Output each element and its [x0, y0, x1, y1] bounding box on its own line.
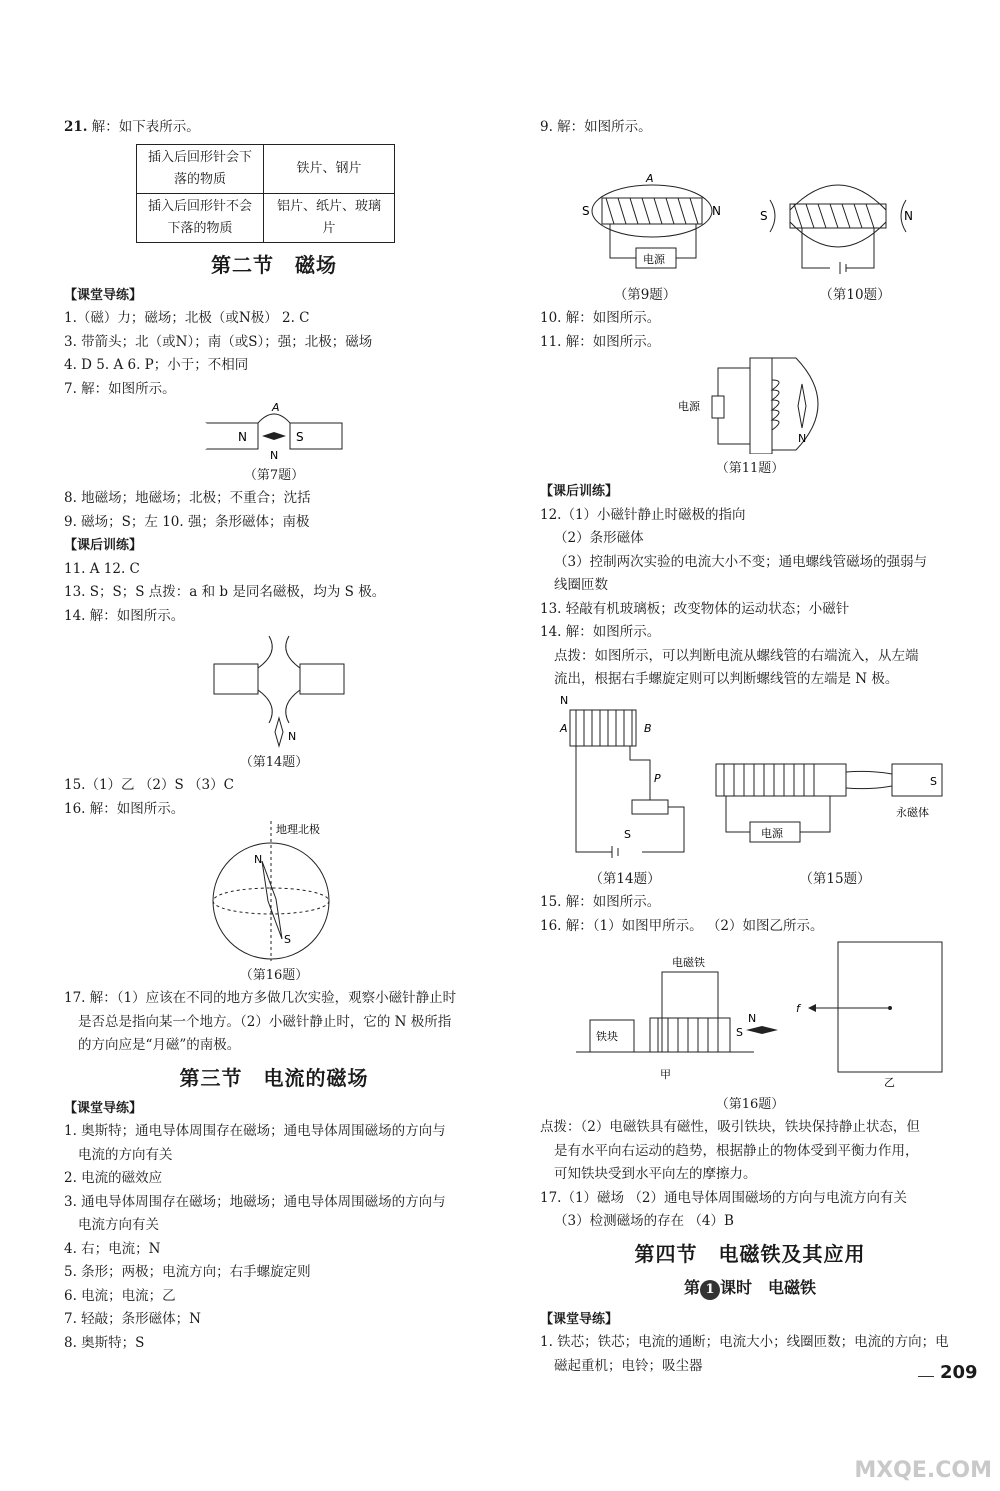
answer-r12b: （2）条形磁体: [554, 530, 644, 546]
caption-9: （第9题）: [613, 286, 677, 303]
geo-north-label: 地理北极: [276, 823, 320, 836]
q21-table: [136, 144, 395, 243]
caption-14-right: （第14题）: [589, 870, 661, 887]
caption-11: （第11题）: [715, 461, 785, 476]
jia-label: 甲: [660, 1068, 671, 1081]
answer-3-3b: 电流方向有关: [78, 1217, 159, 1233]
caption-10: （第10题）: [819, 286, 891, 303]
power-label-15: 电源: [761, 826, 783, 840]
answer-2-3: 3. 带箭头；北（或N）；南（或S）；强；北极；磁场: [64, 333, 373, 350]
answer-3-3a: 3. 通电导体周围存在磁场；地磁场；通电导体周围磁场的方向与: [64, 1193, 446, 1210]
tag-after: 【课后训练】: [64, 538, 143, 553]
answer-2-1: 1.（磁）力；磁场；北极（或N极） 2. C: [64, 310, 310, 326]
answer-r1a: 1. 铁芯；铁芯；电流的通断；电流大小；线圈匝数；电流的方向；电: [540, 1334, 949, 1350]
answer-r12d: 线圈匝数: [554, 577, 608, 593]
page-number: 209: [940, 1362, 978, 1383]
svg-text:P: P: [654, 771, 661, 785]
page-number-rule: [918, 1376, 934, 1377]
tag-class: 【课堂导练】: [64, 287, 143, 303]
q21: 21. 解：如下表所示。: [64, 119, 200, 135]
figure-9-10: [540, 140, 960, 284]
answer-2-17b: 是否总是指向某一个地方。（2）小磁针静止时，它的 N 极所指: [78, 1013, 452, 1030]
svg-text:S: S: [284, 933, 291, 946]
caption-15: （第15题）: [799, 870, 871, 887]
svg-text:S: S: [930, 774, 937, 788]
answer-3-2: 2. 电流的磁效应: [64, 1170, 163, 1186]
answer-3-6: 6. 电流；电流；乙: [64, 1287, 176, 1304]
figure-16-right: [540, 938, 960, 1094]
answer-r14b: 点拨：如图所示，可以判断电流从螺线管的右端流入，从左端: [554, 647, 919, 664]
caption-16-left: （第16题）: [239, 968, 309, 983]
answer-3-1b: 电流的方向有关: [78, 1146, 173, 1163]
svg-text:N: N: [254, 853, 263, 866]
answer-r13: 13. 轻敲有机玻璃板；改变物体的运动状态；小磁针: [540, 600, 850, 617]
answer-r9: 9. 解：如图所示。: [540, 119, 652, 135]
answer-2-17a: 17. 解：（1）应该在不同的地方多做几次实验，观察小磁针静止时: [64, 990, 457, 1006]
answer-r1b: 磁起重机；电铃；吸尘器: [554, 1357, 703, 1374]
svg-text:N: N: [270, 449, 279, 461]
svg-text:N: N: [560, 693, 569, 707]
figure-14-left: [64, 628, 484, 752]
svg-text:N: N: [748, 1012, 757, 1025]
svg-text:A: A: [646, 171, 654, 185]
svg-text:N: N: [712, 203, 721, 218]
right-column: [540, 116, 960, 1378]
caption-7: （第7题）: [243, 468, 305, 483]
figure-7: [64, 401, 484, 465]
svg-text:A: A: [272, 401, 280, 414]
svg-text:S: S: [582, 203, 590, 218]
figure-16-left: [64, 821, 484, 965]
tag-class-3: 【课堂导练】: [64, 1100, 143, 1116]
answer-r11: 11. 解：如图所示。: [540, 333, 661, 350]
power-label-11: 电源: [678, 400, 700, 413]
svg-text:S: S: [296, 430, 304, 444]
answer-2-7: 7. 解：如图所示。: [64, 380, 176, 397]
caption-16-right: （第16题）: [715, 1097, 785, 1112]
answer-2-4: 4. D 5. A 6. P；小于；不相同: [64, 357, 249, 373]
answer-r16c: 是有水平向右运动的趋势，根据静止的物体受到平衡力作用，: [554, 1142, 919, 1159]
svg-text:N: N: [798, 432, 807, 445]
iron-label: 铁块: [596, 1030, 618, 1043]
tag-class-4: 【课堂导练】: [540, 1311, 619, 1327]
svg-text:A: A: [560, 721, 568, 735]
left-column: [64, 116, 484, 1355]
section-title-2: 第二节 磁场: [211, 252, 337, 277]
power-label-9: 电源: [643, 252, 665, 266]
answer-r17b: （3）检测磁场的存在 （4）B: [554, 1213, 734, 1229]
answer-2-17c: 的方向应是“月磁”的南极。: [78, 1037, 241, 1053]
caption-14-left: （第14题）: [239, 755, 309, 770]
watermark: MXQE.COM: [854, 1458, 992, 1483]
answer-2-11: 11. A 12. C: [64, 560, 140, 577]
svg-text:B: B: [644, 721, 652, 735]
captions-14-15: [540, 868, 960, 892]
svg-text:N: N: [238, 430, 247, 444]
svg-text:S: S: [760, 208, 768, 223]
figure-11: [540, 354, 960, 458]
svg-text:N: N: [904, 208, 913, 223]
answer-r12c: （3）控制两次实验的电流大小不变；通电螺线管磁场的强弱与: [554, 553, 928, 570]
table-cell: 插入后回形针会下落的物质: [137, 144, 264, 193]
answer-r17a: 17.（1）磁场 （2）通电导体周围磁场的方向与电流方向有关: [540, 1189, 907, 1206]
answer-3-7: 7. 轻敲；条形磁体；N: [64, 1311, 201, 1327]
answer-3-1a: 1. 奥斯特；通电导体周围存在磁场；通电导体周围磁场的方向与: [64, 1123, 446, 1139]
answer-2-8: 8. 地磁场；地磁场；北极；不重合；沈括: [64, 490, 311, 506]
section-title-4: 第四节 电磁铁及其应用: [634, 1241, 866, 1266]
section-title-3: 第三节 电流的磁场: [179, 1065, 369, 1090]
answer-r15: 15. 解：如图所示。: [540, 894, 661, 910]
lesson-number-badge: 1: [700, 1280, 720, 1300]
answer-2-14: 14. 解：如图所示。: [64, 607, 185, 624]
svg-text:N: N: [288, 730, 297, 743]
answer-3-4: 4. 右；电流；N: [64, 1240, 161, 1257]
tag-after-right: 【课后训练】: [540, 484, 619, 499]
table-cell: 铝片、纸片、玻璃片: [264, 193, 395, 242]
answer-r16b: 点拨：（2）电磁铁具有磁性，吸引铁块，铁块保持静止状态，但: [540, 1119, 920, 1135]
answer-2-9: 9. 磁场；S；左 10. 强；条形磁体；南极: [64, 513, 310, 530]
answer-r12a: 12.（1）小磁针静止时磁极的指向: [540, 506, 746, 523]
answer-r14c: 流出，根据右手螺旋定则可以判断螺线管的左端是 N 极。: [554, 671, 899, 687]
answer-3-8: 8. 奥斯特；S: [64, 1334, 145, 1351]
answer-r14: 14. 解：如图所示。: [540, 624, 661, 640]
answer-2-16: 16. 解：如图所示。: [64, 800, 185, 817]
answer-2-13: 13. S；S；S 点拨：a 和 b 是同名磁极，均为 S 极。: [64, 584, 386, 600]
magnet-label: 永磁体: [896, 805, 929, 819]
captions-9-10: [540, 284, 960, 308]
answer-r16: 16. 解：（1）如图甲所示。 （2）如图乙所示。: [540, 917, 824, 934]
answer-r10: 10. 解：如图所示。: [540, 310, 661, 326]
figure-14-15: [540, 692, 960, 868]
table-cell: 铁片、钢片: [264, 144, 395, 193]
answer-r16d: 可知铁块受到水平向左的摩擦力。: [554, 1166, 757, 1182]
svg-text:S: S: [736, 1026, 743, 1039]
yi-label: 乙: [884, 1076, 895, 1089]
lesson-title: 第 1 课时 电磁铁: [540, 1275, 960, 1300]
em-label: 电磁铁: [672, 956, 705, 969]
answer-2-15: 15.（1）乙 （2）S （3）C: [64, 777, 234, 793]
svg-text:f: f: [796, 1002, 800, 1015]
table-cell: 插入后回形针不会下落的物质: [137, 193, 264, 242]
answer-3-5: 5. 条形；两极；电流方向；右手螺旋定则: [64, 1264, 311, 1280]
svg-text:S: S: [624, 827, 631, 841]
